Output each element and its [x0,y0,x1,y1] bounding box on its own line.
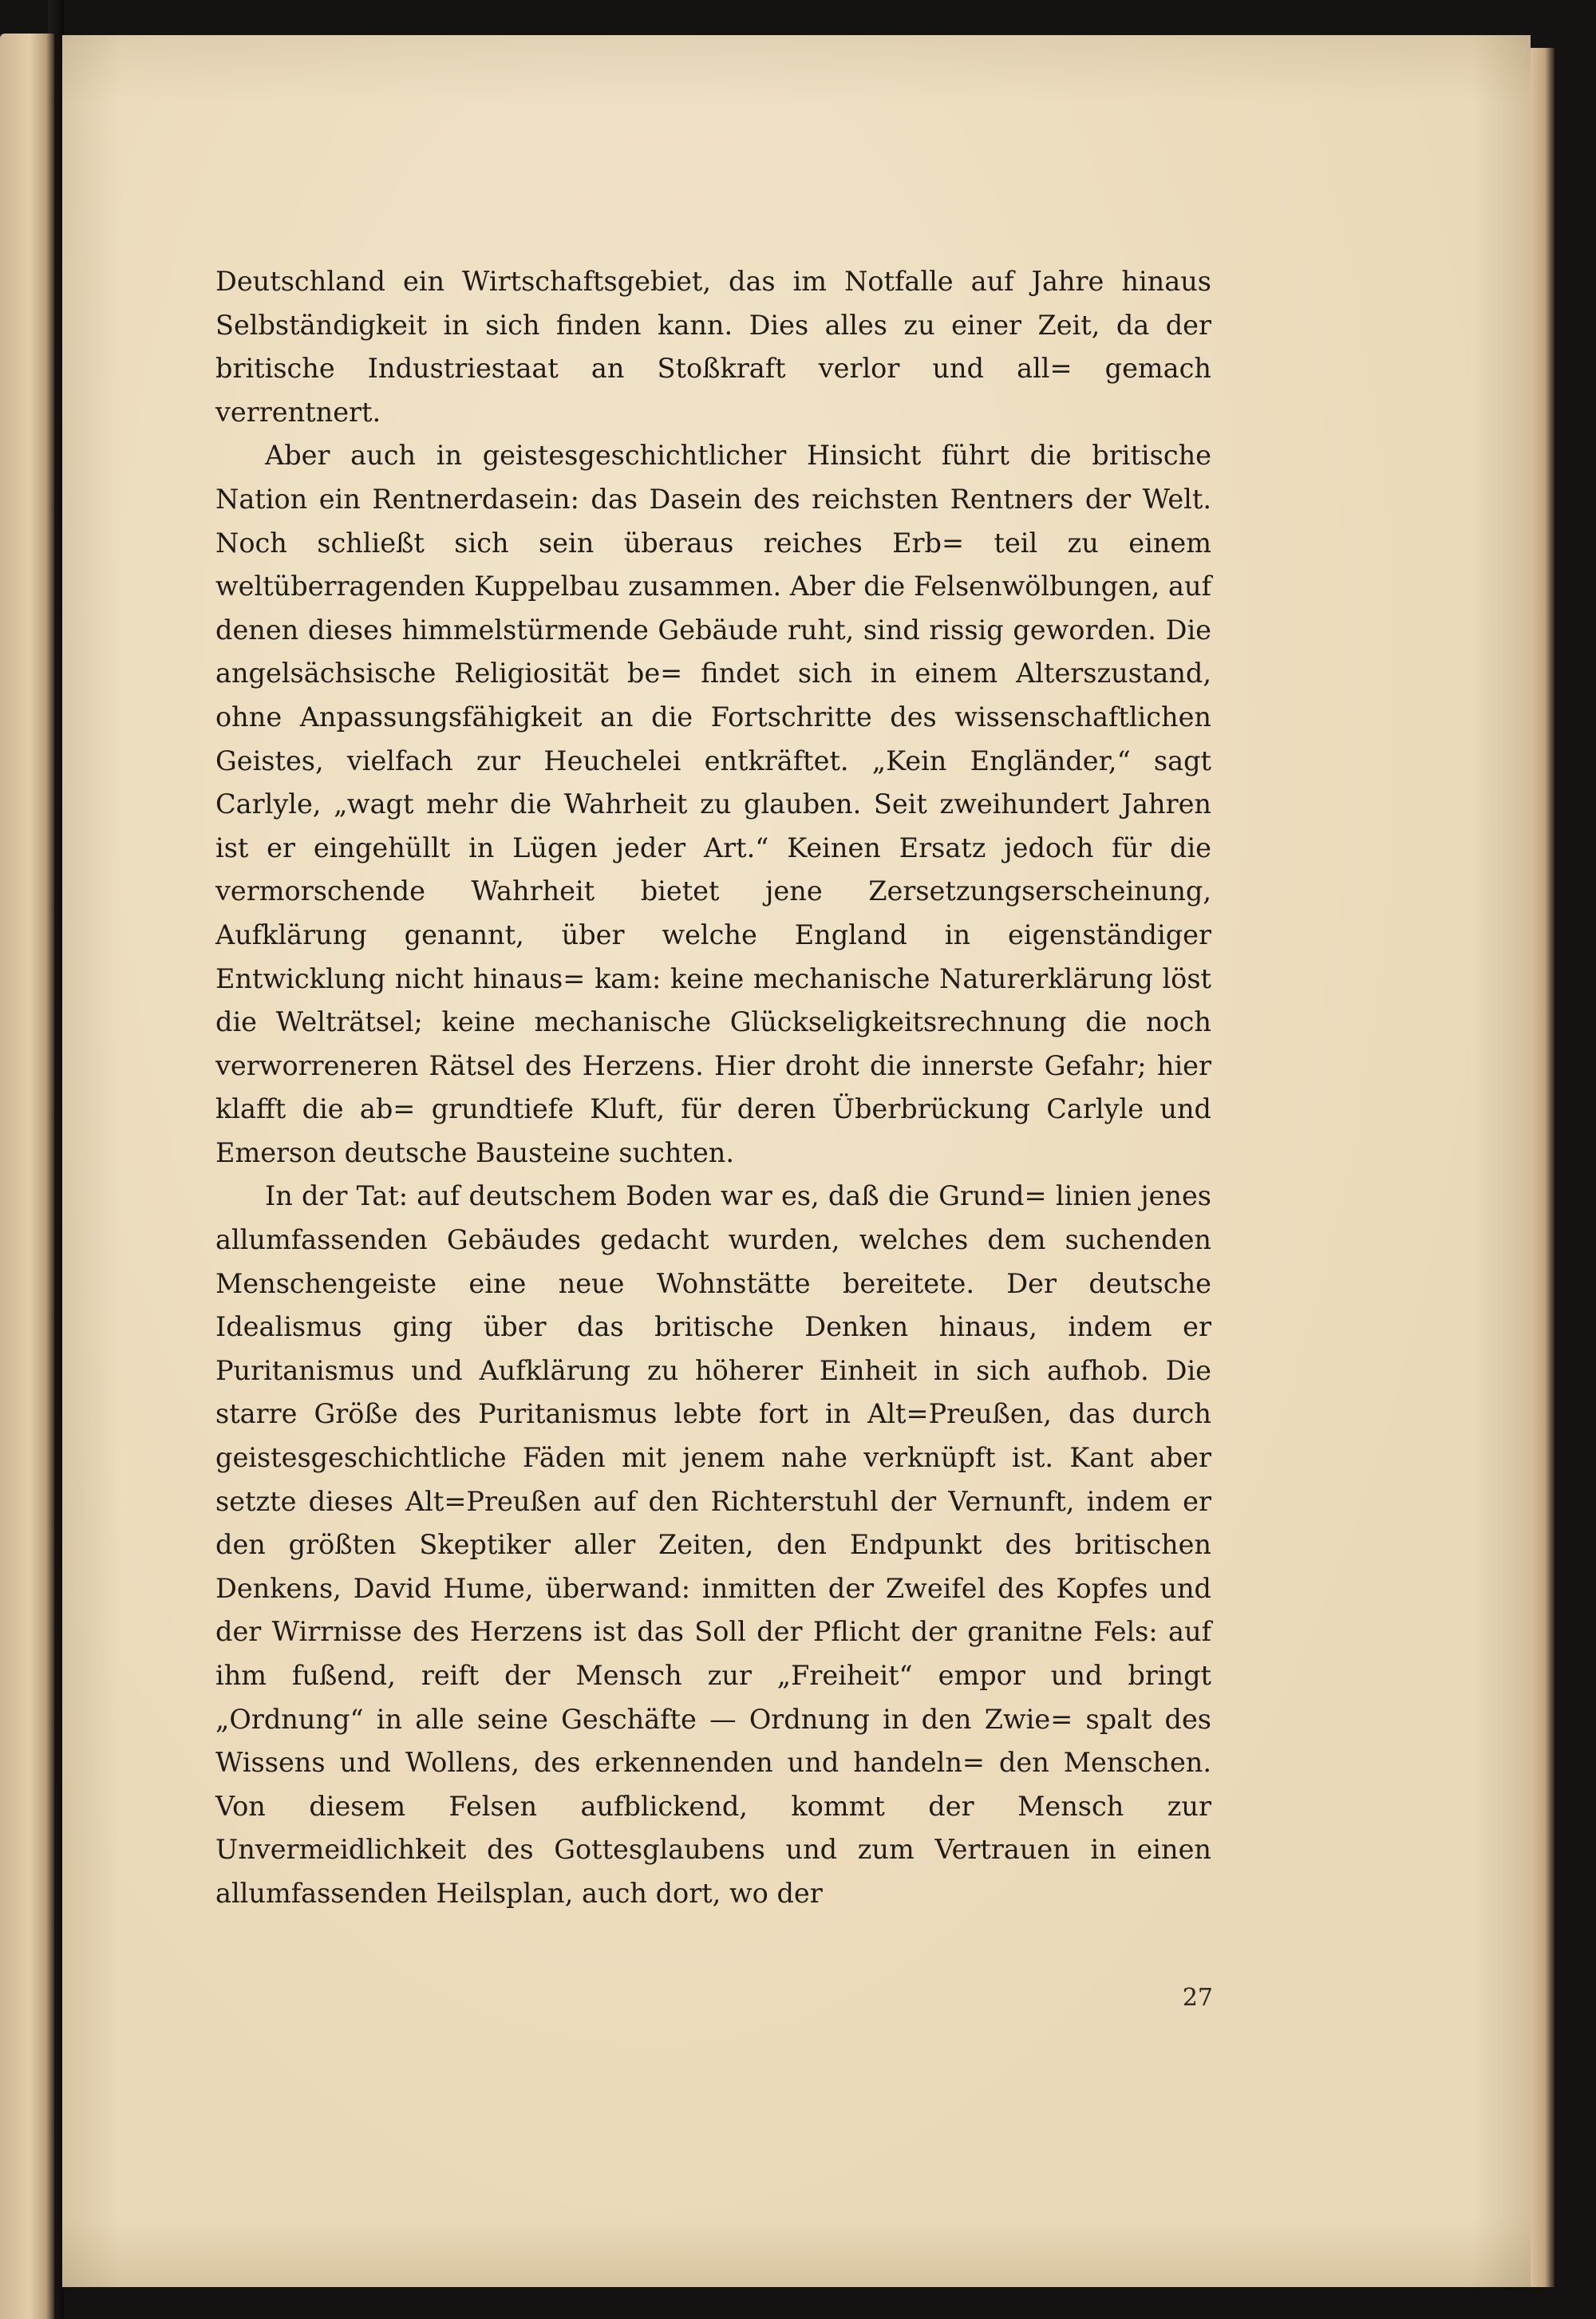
paragraph-1: Deutschland ein Wirtschaftsgebiet, das im Notfalle auf Jahre hinaus Selbständigkeit in sich finden kann. Dies alles zu einer Zeit, da der britische Industriestaat an Stoßkraft verlor und all= gemach verrentnert. [215,266,1211,428]
paragraph-2: Aber auch in geistesgeschichtlicher Hinsicht führt die britische Nation ein Rentnerdasein: das Dasein des reichsten Rentners der Welt. Noch schließt sich sein überaus reiches Erb= teil zu einem weltüberragenden Kuppelbau zusammen. Aber die Felsenwölbungen, auf denen dieses himmelstürmende Gebäude ruht, sind rissig geworden. Die angelsächsische Religiosität be= findet sich in einem Alterszustand, ohne Anpassungsfähigkeit an die Fortschritte des wissenschaftlichen Geistes, vielfach zur Heuchelei entkräftet. „Kein Engländer,“ sagt Carlyle, „wagt mehr die Wahrheit zu glauben. Seit zweihundert Jahren ist er eingehüllt in Lügen jeder Art.“ Keinen Ersatz jedoch für die vermorschende Wahrheit bietet jene Zersetzungserscheinung, Aufklärung genannt, über welche England in eigenständiger Entwicklung nicht hinaus= kam: keine mechanische Naturerklärung löst die Welträtsel; keine mechanische Glückseligkeitsrechnung die noch verworreneren Rätsel des Herzens. Hier droht die innerste Gefahr; hier klafft die ab= grundtiefe Kluft, für deren Überbrückung Carlyle und Emerson deutsche Bausteine suchten. [215,440,1212,1168]
facing-page-edge [0,34,54,2319]
paragraph-3: In der Tat: auf deutschem Boden war es, daß die Grund= linien jenes allumfassenden Gebäudes gedacht wurden, welches dem suchenden Menschengeiste eine neue Wohnstätte bereitete. Der deutsche Idealismus ging über das britische Denken hinaus, indem er Puritanismus und Aufklärung zu höherer Einheit in sich aufhob. Die starre Größe des Puritanismus lebte fort in Alt=Preußen, das durch geistesgeschichtliche Fäden mit jenem nahe verknüpft ist. Kant aber setzte dieses Alt=Preußen auf den Richterstuhl der Vernunft, indem er den größten Skeptiker aller Zeiten, den Endpunkt des britischen Denkens, David Hume, überwand: inmitten der Zweifel des Kopfes und der Wirrnisse des Herzens ist das Soll der Pflicht der granitne Fels: auf ihm fußend, reift der Mensch zur „Freiheit“ empor und bringt „Ordnung“ in alle seine Geschäfte — Ordnung in den Zwie= spalt des Wissens und Wollens, des erkennenden und handeln= den Menschen. Von diesem Felsen aufblickend, kommt der Mensch zur Unvermeidlichkeit des Gottesglaubens und zum Vertrauen in einen allumfassenden Heilsplan, auch dort, wo der [215,1180,1212,1909]
body-text [215,260,1211,1916]
page-number: 27 [1182,1984,1213,2012]
page-stack-edge [1531,48,1555,2287]
